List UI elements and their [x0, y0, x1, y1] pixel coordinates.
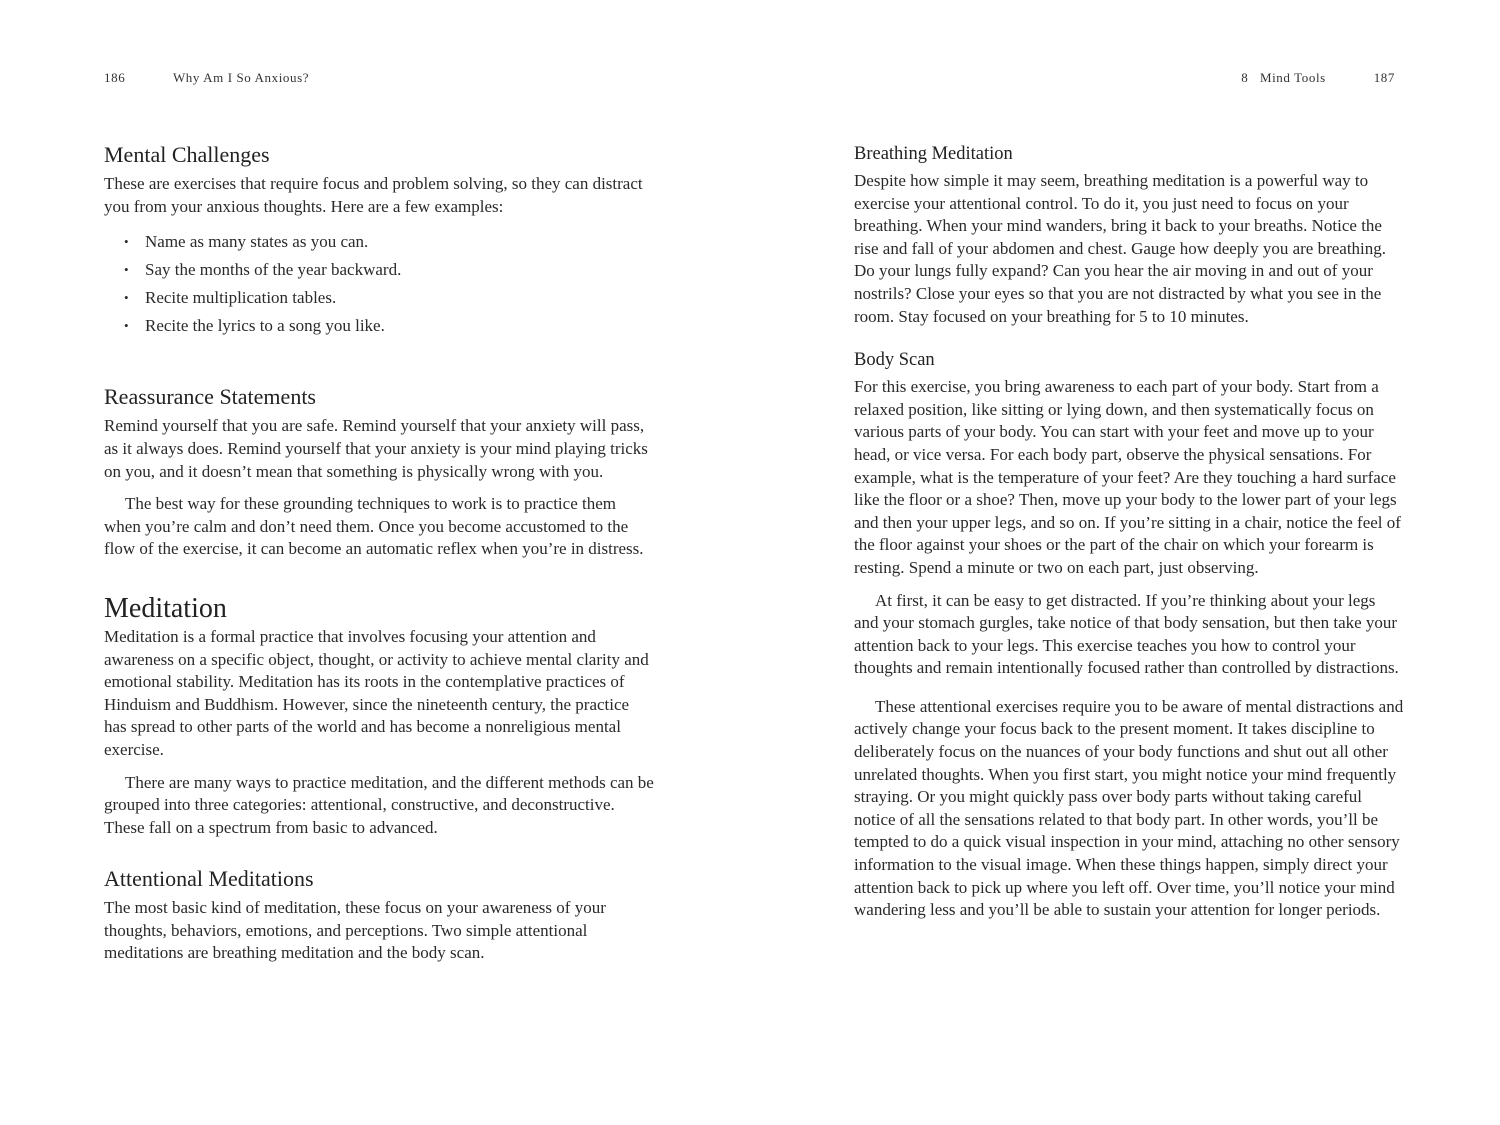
list-item: • Say the months of the year backward. [104, 256, 654, 284]
body-scan-paragraph-3: These attentional exercises require you to be aware of mental distractions and actively change your focus back to the present moment. It takes discipline to deliberately focus on the nuances of your body functions and shut out all other unrelated thoughts. When you first start, you might notice your mind frequently straying. Or you might quickly pass over body parts without taking careful notice of all the sensations related to that body part. In other words, you’ll be tempted to do a quick visual inspection in your mind, attaching no other sensory information to the visual image. When these things happen, simply direct your attention back to pick up where you left off. Over time, you’ll notice your mind wandering less and you’ll be able to sustain your attention for longer periods. [854, 696, 1404, 920]
breathing-heading: Breathing Meditation [854, 144, 1013, 164]
bullet-icon: • [124, 261, 129, 277]
left-column [104, 141, 654, 965]
body-scan-heading: Body Scan [854, 350, 935, 371]
meditation-heading: Meditation [104, 592, 227, 624]
chapter-label [1241, 70, 1326, 85]
attentional-heading: Attentional Meditations [104, 866, 314, 892]
examples-list [104, 228, 654, 339]
attentional-paragraph-1: The most basic kind of meditation, these focus on your awareness of your thoughts, behaviors, emotions, and perceptions. Two simple attentional meditations are breathing meditation and the body scan. [104, 898, 606, 963]
book-title: Why Am I So Anxious? [172, 70, 310, 85]
left-page-number: 186 [104, 70, 126, 85]
list-item: • Name as many states as you can. [104, 228, 654, 256]
body-scan-section [854, 348, 1404, 922]
mental-challenges-intro: These are exercises that require focus and problem solving, so they can distract you from your anxious thoughts. Here are a few examples: [104, 174, 643, 216]
bullet-icon: • [124, 317, 129, 333]
body-scan-paragraph-1: For this exercise, you bring awareness to each part of your body. Start from a relaxed position, like sitting or lying down, and then systematically focus on various parts of your body. You can start with your feet and move up to your head, or vice versa. For each body part, observe the physical sensations. For example, what is the temperature of your feet? Are they touching a hard surface like the floor or a shoe? Then, move up your body to the lower part of your legs and then your upper legs, and so on. If you’re sitting in a chair, notice the feel of the floor against your shoes or the part of the chair on which your forearm is resting. Spend a minute or two on each part, just observing. [854, 377, 1401, 577]
mental-challenges-section [104, 141, 654, 339]
reassurance-paragraph-1: Remind yourself that you are safe. Remind yourself that your anxiety will pass, as it always does. Remind yourself that your anxiety is your mind playing tricks on you, and it doesn’t mean that something is physically wrong with you. [104, 416, 648, 481]
breathing-paragraph-1: Despite how simple it may seem, breathing meditation is a powerful way to exercise your attentional control. To do it, you just need to focus on your breathing. When your mind wanders, bring it back to your breaths. Notice the rise and fall of your abdomen and chest. Gauge how deeply you are breathing. Do your lungs fully expand? Can you hear the air moving in and out of your nostrils? Close your eyes so that you are not distracted by what you see in the room. Stay focused on your breathing for 5 to 10 minutes. [854, 171, 1387, 326]
reassurance-section [104, 383, 654, 561]
right-running-head [1241, 70, 1395, 86]
mental-challenges-heading: Mental Challenges [104, 142, 270, 167]
left-running-head [104, 70, 309, 86]
meditation-section [104, 591, 654, 839]
meditation-paragraph-1: Meditation is a formal practice that involves focusing your attention and awareness on a specific object, thought, or activity to achieve mental clarity and emotional stability. Meditation has its roots in the contemplative practices of Hinduism and Buddhism. However, since the nineteenth century, the practice has spread to other parts of the world and has become a nonreligious mental exercise. [104, 626, 649, 759]
reassurance-heading: Reassurance Statements [104, 384, 316, 410]
right-page [750, 0, 1500, 1125]
right-page-number: 187 [1373, 70, 1395, 85]
list-item: • Recite the lyrics to a song you like. [104, 312, 654, 340]
breathing-section [854, 142, 1404, 328]
chapter-number: 8 [1241, 70, 1249, 85]
right-column [854, 142, 1404, 922]
bullet-icon: • [124, 234, 129, 250]
reassurance-paragraph-2: The best way for these grounding techniques to work is to practice them when you’re calm and don’t need them. Once you become accustomed to the flow of the exercise, it can become an automatic reflex when you’re in distress. [104, 494, 644, 559]
attentional-section [104, 865, 654, 965]
chapter-title: Mind Tools [1259, 70, 1326, 85]
list-item: • Recite multiplication tables. [104, 284, 654, 312]
body-scan-paragraph-2: At first, it can be easy to get distracted. If you’re thinking about your legs and your stomach gurgles, take notice of that body sensation, but then take your attention back to your legs. This exercise teaches you how to control your thoughts and remain intentionally focused rather than controlled by distractions. [854, 590, 1399, 678]
bullet-icon: • [124, 289, 129, 305]
meditation-paragraph-2: There are many ways to practice meditation, and the different methods can be grouped into three categories: attentional, constructive, and deconstructive. These fall on a spectrum from basic to advanced. [104, 772, 654, 837]
